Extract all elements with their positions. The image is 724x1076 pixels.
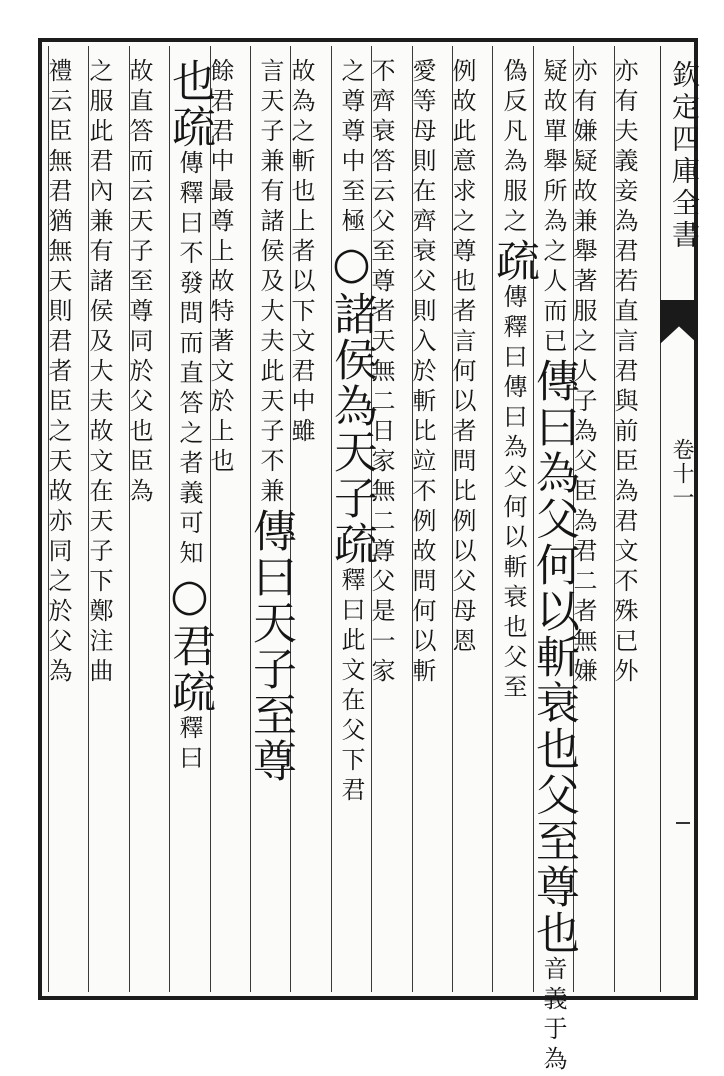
commentary-text: 釋曰此文在父下君 [337, 567, 365, 807]
volume-label: 卷十一 [669, 438, 694, 510]
main-text: 疏 [326, 521, 377, 567]
text-column [612, 58, 636, 688]
text-column [528, 58, 579, 1076]
main-text: 疏 [164, 104, 215, 150]
text-column [87, 58, 111, 688]
commentary-text: 亦有夫義妾為君若直言君與前臣為君文不殊已外 [610, 58, 638, 688]
commentary-text: 疑故單舉所為之人而已 [539, 58, 567, 358]
text-column [46, 58, 70, 688]
commentary-text: 釋曰 [175, 715, 203, 775]
commentary-text: 餘君君中最尊上故特著文於上也 [206, 58, 234, 478]
main-text: ○君 [164, 570, 215, 669]
main-text: ○諸侯為天子 [326, 238, 377, 521]
commentary-text: 音義于為 [539, 956, 567, 1076]
text-column [164, 58, 215, 775]
book-title: 欽定四庫全書 [668, 60, 701, 252]
commentary-text: 之尊尊中至極 [337, 58, 365, 238]
text-column [245, 58, 296, 784]
text-column [488, 58, 539, 704]
commentary-text: 偽反凡為服之 [499, 58, 527, 238]
main-text: 也 [164, 58, 215, 104]
commentary-text: 例故此意求之尊也者言何以者問比例以父母恩 [448, 58, 476, 658]
commentary-text: 故直答而云天子至尊同於父也 [125, 58, 153, 448]
commentary-text: 傳釋曰不發問而直答之者義可知 [175, 150, 203, 570]
commentary-text: 臣為 [125, 448, 153, 508]
main-text: 傳曰為父何以斬衰也父至尊也 [528, 358, 579, 956]
text-column [289, 58, 313, 448]
commentary-text: 故為之斬也 [287, 58, 315, 208]
commentary-text: 亦有嫌疑故兼舉著服之人子為父臣為君二者無嫌 [569, 58, 597, 688]
main-text: 傳曰天子至尊 [245, 508, 296, 784]
main-text: 疏 [488, 238, 539, 284]
text-column [450, 58, 474, 658]
text-column [127, 58, 151, 508]
commentary-text: 愛等母則在齊衰父則入於斬比竝不例故問何以斬 [408, 58, 436, 688]
text-column [326, 58, 377, 807]
commentary-text: 上者以下文君中雖 [287, 208, 315, 448]
margin-tick [676, 822, 690, 824]
commentary-text: 言天子兼有諸侯及大夫此天子不兼 [256, 58, 284, 508]
commentary-text: 之服此君內兼有諸侯及大夫故文在天子下鄭注曲 [85, 58, 113, 688]
main-text: 疏 [164, 669, 215, 715]
commentary-text: 傳釋曰傳曰為父何以斬衰也父至 [499, 284, 527, 704]
commentary-text: 禮云臣無君猶無天則君者臣之天故亦同之於父為 [44, 58, 72, 688]
commentary-text: 不齊衰答云父至尊者天無二日家無二尊父是一家 [367, 58, 395, 688]
text-column [410, 58, 434, 688]
